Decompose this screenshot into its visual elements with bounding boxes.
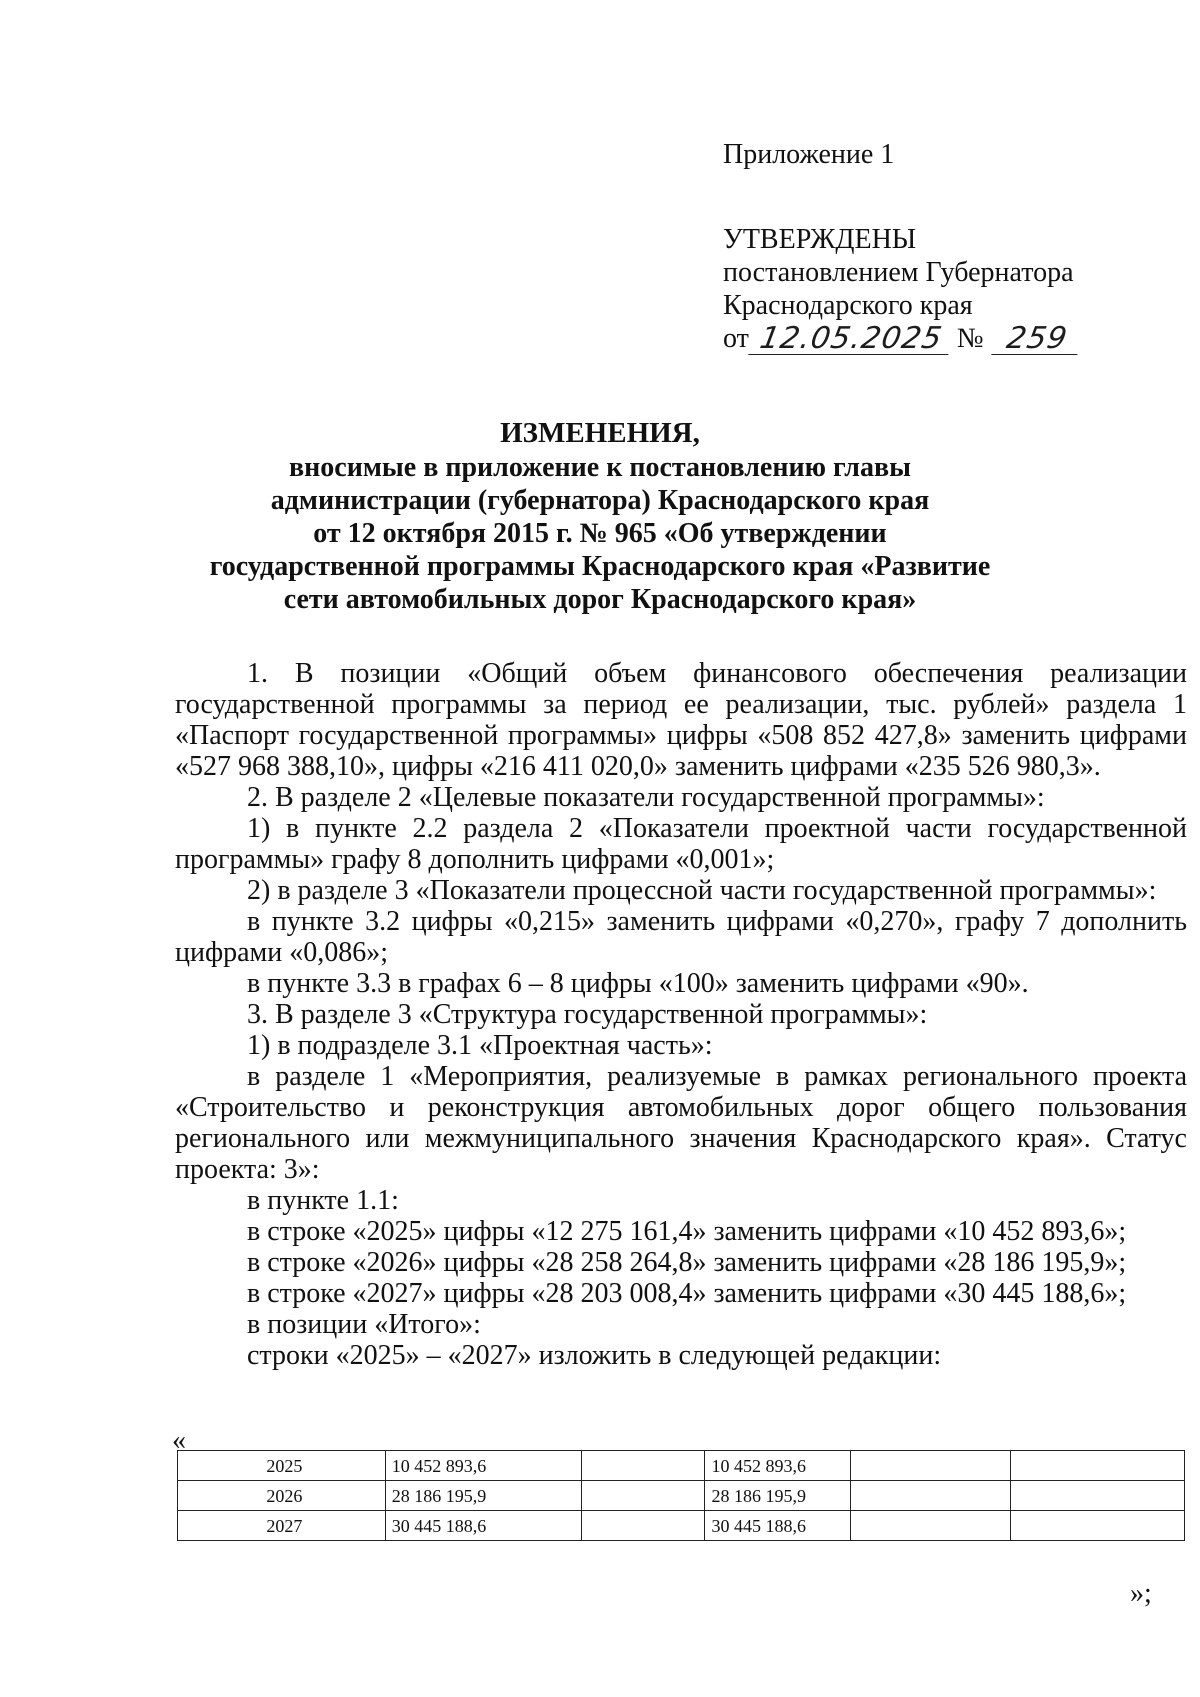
table-cell bbox=[1011, 1511, 1185, 1541]
table-cell bbox=[851, 1451, 1011, 1481]
closing-quote: »; bbox=[1130, 1578, 1152, 1609]
paragraph: в пункте 3.2 цифры «0,215» заменить цифрами «0,270», графу 7 дополнить цифрами «0,086»; bbox=[175, 906, 1187, 968]
table-row bbox=[178, 1451, 1185, 1481]
paragraph: в разделе 1 «Мероприятия, реализуемые в рамках регионального проекта «Строительство и реконструкция автомобильных дорог общего пользования регионального или межмуниципального значения Краснодарского края». Статус проекта: 3»: bbox=[175, 1061, 1187, 1185]
from-label: от bbox=[723, 323, 749, 354]
paragraph: в пункте 1.1: bbox=[247, 1185, 399, 1216]
paragraph: 2. В разделе 2 «Целевые показатели государственной программы»: bbox=[247, 782, 1045, 813]
paragraph: 3. В разделе 3 «Структура государственной программы»: bbox=[247, 999, 928, 1030]
paragraph: 1. В позиции «Общий объем финансового обеспечения реализации государственной программы за период ее реализации, тыс. рублей» раздела 1 «Паспорт государственной программы» цифры «508 852 427,8» заменить цифрами «527 968 388,10», цифры «216 411 020,0» заменить цифрами «235 526 980,3». bbox=[175, 658, 1187, 782]
table-cell: 10 452 893,6 bbox=[705, 1451, 851, 1481]
paragraph: в пункте 3.3 в графах 6 – 8 цифры «100» заменить цифрами «90». bbox=[247, 968, 1029, 999]
title-line: администрации (губернатора) Краснодарского края bbox=[270, 485, 930, 516]
table-cell: 30 445 188,6 bbox=[385, 1511, 581, 1541]
date-number-line bbox=[723, 322, 1080, 355]
table-cell: 2026 bbox=[178, 1481, 386, 1511]
amounts-table bbox=[177, 1450, 1185, 1541]
table-cell bbox=[1011, 1451, 1185, 1481]
table-cell: 10 452 893,6 bbox=[385, 1451, 581, 1481]
table-cell: 2025 bbox=[178, 1451, 386, 1481]
approved-by-line-2: Краснодарского края bbox=[723, 290, 973, 321]
paragraph: 2) в разделе 3 «Показатели процессной части государственной программы»: bbox=[247, 875, 1157, 906]
annex-label: Приложение 1 bbox=[723, 139, 895, 170]
approved-label: УТВЕРЖДЕНЫ bbox=[723, 224, 917, 255]
handwritten-date: 12.05.2025 bbox=[748, 324, 953, 355]
document-title bbox=[160, 417, 1040, 616]
approval-block bbox=[723, 138, 1080, 355]
title-main: ИЗМЕНЕНИЯ, bbox=[500, 417, 700, 449]
paragraph: в строке «2026» цифры «28 258 264,8» заменить цифрами «28 186 195,9»; bbox=[247, 1247, 1127, 1278]
table-cell bbox=[851, 1481, 1011, 1511]
table-cell bbox=[581, 1511, 705, 1541]
table-cell: 28 186 195,9 bbox=[385, 1481, 581, 1511]
paragraph: 1) в подразделе 3.1 «Проектная часть»: bbox=[247, 1030, 713, 1061]
title-line: вносимые в приложение к постановлению главы bbox=[289, 452, 911, 483]
paragraph: строки «2025» – «2027» изложить в следующей редакции: bbox=[247, 1340, 942, 1371]
approved-by-line-1: постановлением Губернатора bbox=[723, 257, 1074, 288]
number-label: № bbox=[956, 323, 984, 354]
table-cell bbox=[1011, 1481, 1185, 1511]
paragraph: в позиции «Итого»: bbox=[247, 1309, 481, 1340]
table-cell: 28 186 195,9 bbox=[705, 1481, 851, 1511]
table-row bbox=[178, 1481, 1185, 1511]
paragraph: 1) в пункте 2.2 раздела 2 «Показатели проектной части государственной программы» графу 8 дополнить цифрами «0,001»; bbox=[175, 813, 1187, 875]
paragraph: в строке «2027» цифры «28 203 008,4» заменить цифрами «30 445 188,6»; bbox=[247, 1278, 1127, 1309]
table-cell bbox=[581, 1481, 705, 1511]
table-cell: 30 445 188,6 bbox=[705, 1511, 851, 1541]
paragraph: в строке «2025» цифры «12 275 161,4» заменить цифрами «10 452 893,6»; bbox=[247, 1216, 1127, 1247]
table-row bbox=[178, 1511, 1185, 1541]
table-cell: 2027 bbox=[178, 1511, 386, 1541]
title-line: государственной программы Краснодарского края «Развитие bbox=[209, 551, 991, 582]
handwritten-number: 259 bbox=[991, 324, 1082, 355]
title-line: сети автомобильных дорог Краснодарского края» bbox=[283, 584, 917, 615]
title-line: от 12 октября 2015 г. № 965 «Об утверждении bbox=[313, 518, 887, 549]
table-cell bbox=[581, 1451, 705, 1481]
document-body bbox=[175, 658, 1187, 1371]
table-cell bbox=[851, 1511, 1011, 1541]
opening-quote: « bbox=[172, 1425, 186, 1456]
